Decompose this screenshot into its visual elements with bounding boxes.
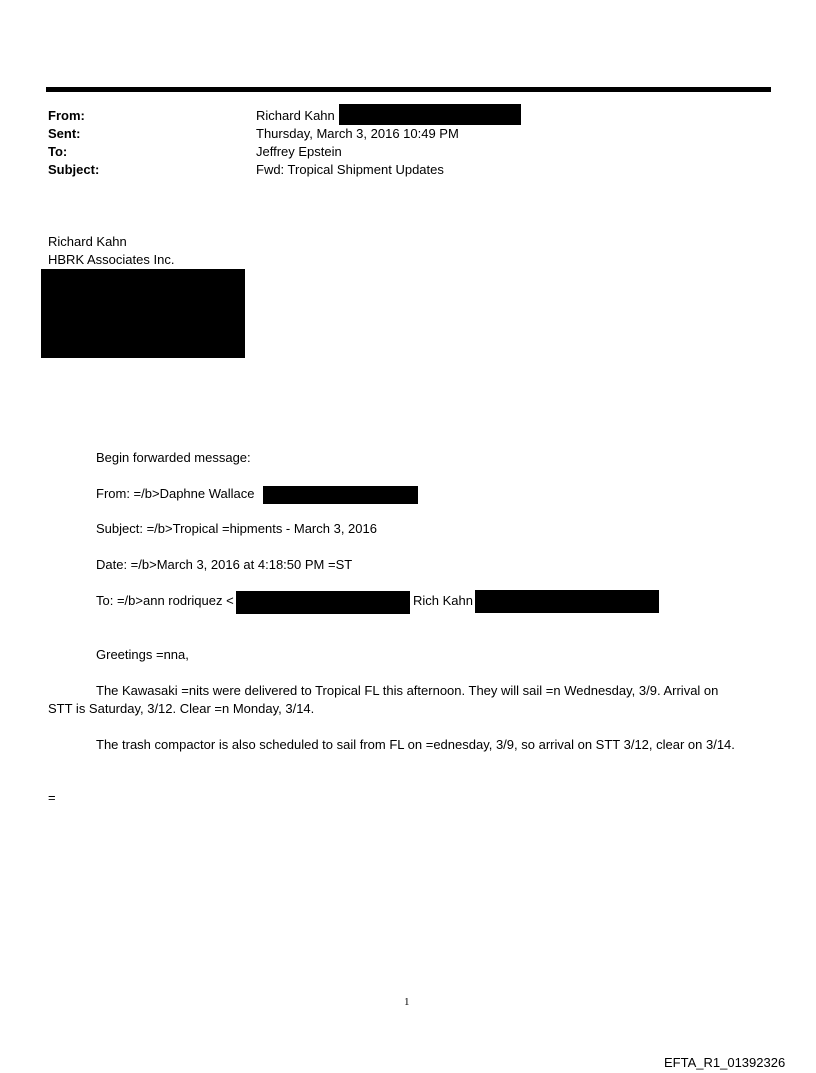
forward-subject-line: Subject: =/b>Tropical =hipments - March 3, 2016 (96, 521, 377, 536)
from-value: Richard Kahn (256, 108, 335, 123)
redaction-forward-to-email-1 (236, 591, 410, 614)
subject-value: Fwd: Tropical Shipment Updates (256, 162, 444, 177)
greeting: Greetings =nna, (96, 647, 189, 662)
redaction-forward-from-email (263, 486, 418, 504)
redaction-forward-to-email-2 (475, 590, 659, 613)
forward-from-line: From: =/b>Daphne Wallace (96, 486, 255, 501)
sent-value: Thursday, March 3, 2016 10:49 PM (256, 126, 459, 141)
signature-company: HBRK Associates Inc. (48, 252, 175, 267)
to-label: To: (48, 144, 68, 159)
subject-label: Subject: (48, 162, 100, 177)
page-number: 1 (404, 996, 410, 1008)
forward-date-line: Date: =/b>March 3, 2016 at 4:18:50 PM =ST (96, 557, 353, 572)
redaction-signature-block (41, 269, 245, 358)
header-rule (46, 87, 771, 92)
forward-to-line-b: Rich Kahn (413, 593, 473, 608)
sent-label: Sent: (48, 126, 81, 141)
signature-name: Richard Kahn (48, 234, 127, 249)
from-label: From: (48, 108, 85, 123)
redaction-from-email (339, 104, 521, 125)
paragraph-2: The trash compactor is also scheduled to sail from FL on =ednesday, 3/9, so arrival on STT 3/12, clear on 3/14. (96, 737, 735, 752)
paragraph-1-line-2: STT is Saturday, 3/12. Clear =n Monday, 3/14. (48, 701, 315, 716)
paragraph-1-line-1: The Kawasaki =nits were delivered to Tropical FL this afternoon. They will sail =n Wednesday, 3/9. Arrival on (96, 683, 719, 698)
to-value: Jeffrey Epstein (256, 144, 342, 159)
trailer-char: = (48, 790, 56, 805)
forward-to-line-a: To: =/b>ann rodriquez < (96, 593, 234, 608)
document-id: EFTA_R1_01392326 (664, 1055, 786, 1070)
forward-intro: Begin forwarded message: (96, 450, 251, 465)
